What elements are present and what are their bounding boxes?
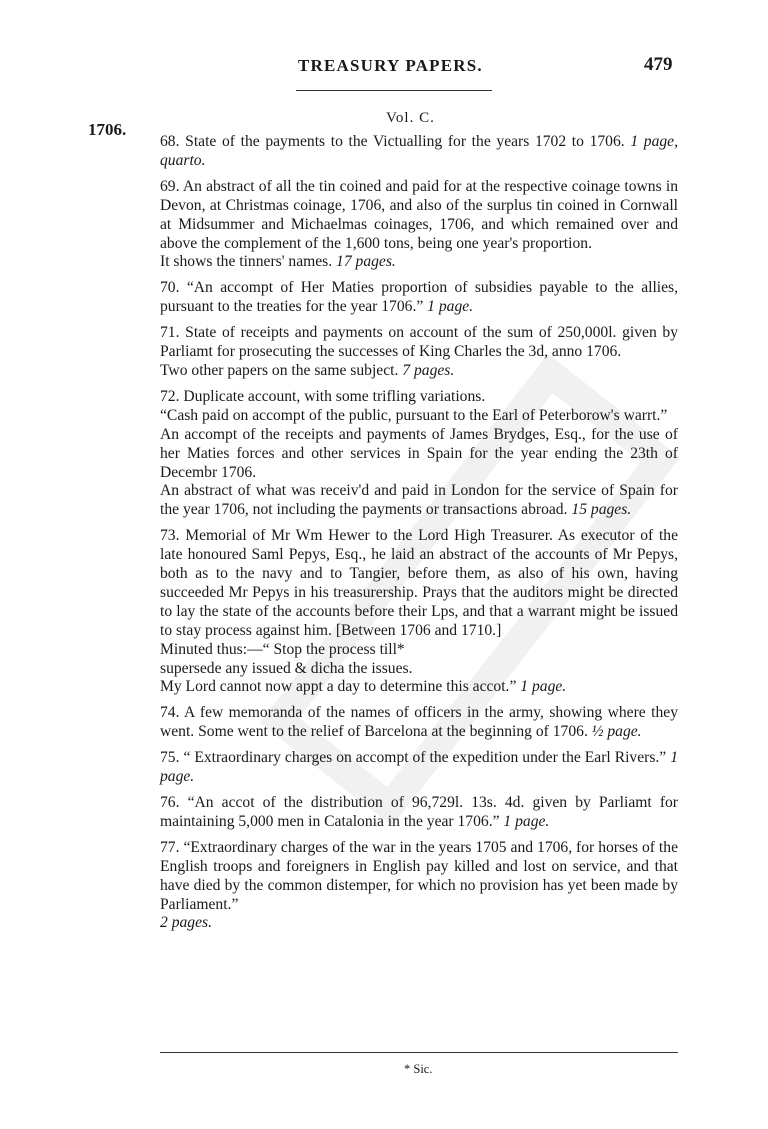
entry-note: “Cash paid on accompt of the public, pursuant to the Earl of Peterborow's warrt.” (160, 406, 668, 424)
entry-77 (160, 839, 678, 934)
entry-note: 2 pages. (160, 914, 212, 932)
volume-heading: Vol. C. (386, 110, 435, 126)
entry-text: 70. “An accompt of Her Maties proportion of subsidies payable to the allies, pursuant to the treaties for the year 1706.” 1 page. (160, 279, 678, 316)
running-head (0, 56, 768, 80)
entry-note: An accompt of the receipts and payments of James Brydges, Esq., for the use of her Maties forces and other services in Spain for the year ending the 23th of Decembr 1706. (160, 425, 678, 481)
footnote: * Sic. (404, 1062, 433, 1076)
margin-year: 1706. (88, 120, 127, 139)
entry-76 (160, 794, 678, 832)
entry-text: 68. State of the payments to the Victualling for the years 1702 to 1706. 1 page, quarto. (160, 133, 678, 169)
entry-69 (160, 178, 678, 273)
entry-minute: My Lord cannot now appt a day to determine this accot.” 1 page. (160, 678, 567, 696)
entry-text: 73. Memorial of Mr Wm Hewer to the Lord High Treasurer. As executor of the late honoured Saml Pepys, Esq., he laid an abstract of the accounts of Mr Pepys, both as to the navy and to Tangier, before them, as also of his own, having succeeded Mr Pepys in his treasurership. Prays that the auditors might be directed to lay the state of the accounts before their Lps, and that a warrant might be issued to stay process against him. [Between 1706 and 1710.] (160, 527, 678, 639)
entry-70 (160, 279, 678, 317)
entry-74 (160, 704, 678, 742)
page-number: 479 (644, 54, 673, 75)
entry-text: 71. State of receipts and payments on account of the sum of 250,000l. given by Parliamt for prosecuting the successes of King Charles the 3d, anno 1706. (160, 324, 678, 361)
entries-body (160, 133, 678, 940)
entry-75 (160, 749, 678, 787)
entry-72 (160, 388, 678, 520)
entry-text: 72. Duplicate account, with some trifling variations. (160, 387, 486, 405)
entry-68 (160, 133, 678, 171)
entry-text: 69. An abstract of all the tin coined and paid for at the respective coinage towns in Devon, at Christmas coinage, 1706, and also of the surplus tin coined in Cornwall at Midsummer and Michaelmas coinages, 1706, and which remained over and above the complement of the 1,600 tons, being one year's proportion. (160, 177, 678, 252)
entry-text: 76. “An accot of the distribution of 96,729l. 13s. 4d. given by Parliamt for maintaining 5,000 men in Catalonia in the year 1706.” 1 page. (160, 794, 678, 830)
entry-note: It shows the tinners' names. 17 pages. (160, 253, 396, 271)
entry-note: Two other papers on the same subject. 7 pages. (160, 361, 455, 379)
entry-text: 75. “ Extraordinary charges on accompt of the expedition under the Earl Rivers.” 1 page. (160, 749, 678, 786)
entry-note: An abstract of what was receiv'd and paid in London for the service of Spain for the year 1706, not including the payments or transactions abroad. 15 pages. (160, 482, 678, 519)
entry-minute: supersede any issued & dicha the issues. (160, 659, 413, 677)
footnote-rule (160, 1052, 678, 1053)
header-rule (296, 90, 492, 91)
entry-71 (160, 324, 678, 381)
entry-minute: Minuted thus:—“ Stop the process till* (160, 640, 405, 658)
running-title: TREASURY PAPERS. (298, 56, 483, 75)
entry-text: 74. A few memoranda of the names of officers in the army, showing where they went. Some went to the relief of Barcelona at the beginning of 1706. ½ page. (160, 704, 678, 741)
entry-73 (160, 527, 678, 697)
entry-text: 77. “Extraordinary charges of the war in the years 1705 and 1706, for horses of the English troops and foreigners in English pay killed and lost on service, and that have died by the common distemper, for which no provision has yet been made by Parliament.” (160, 838, 678, 913)
